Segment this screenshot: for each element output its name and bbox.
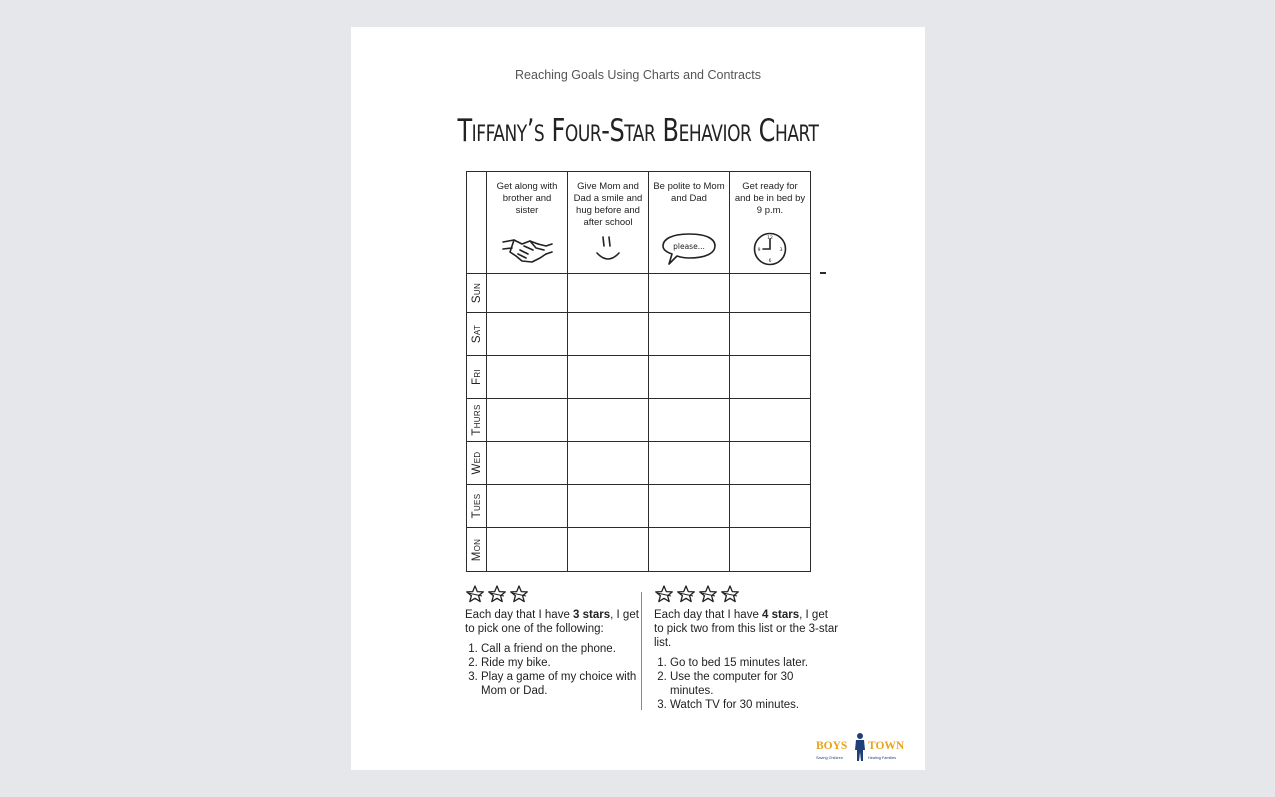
star-cell bbox=[730, 274, 811, 313]
star-icon bbox=[509, 584, 529, 604]
star-cell bbox=[730, 313, 811, 356]
star-cell bbox=[568, 356, 649, 399]
intro-bold-text: 3 stars bbox=[573, 609, 611, 621]
day-label: Wed bbox=[470, 451, 483, 475]
star-cell bbox=[487, 528, 568, 572]
day-label-cell bbox=[467, 399, 487, 442]
intro-bold-text: 4 stars bbox=[762, 609, 800, 621]
day-rows bbox=[467, 274, 811, 572]
star-cell bbox=[487, 442, 568, 485]
star-icon bbox=[654, 584, 674, 604]
star-cell bbox=[730, 485, 811, 528]
star-cell bbox=[487, 356, 568, 399]
intro-text: , I get to pick two from this list or the 3-star list. bbox=[654, 609, 839, 649]
logo-tagline-right: Healing Families bbox=[868, 756, 897, 760]
day-label: Sat bbox=[470, 324, 483, 344]
document-page bbox=[351, 27, 925, 770]
star-cell bbox=[649, 356, 730, 399]
star-cell bbox=[568, 528, 649, 572]
list-item: 1. Call a friend on the phone. bbox=[481, 642, 640, 656]
day-row bbox=[467, 528, 811, 572]
running-head: Reaching Goals Using Charts and Contracts bbox=[515, 68, 761, 82]
star-icon bbox=[465, 584, 485, 604]
logo-name-right: TOWN bbox=[868, 740, 905, 752]
star-icon bbox=[676, 584, 696, 604]
column-header-smile-hug bbox=[568, 172, 649, 274]
day-label: Fri bbox=[470, 369, 483, 385]
list-item: 1. Go to bed 15 minutes later. bbox=[670, 656, 839, 670]
chart-title: Tiffany’s Four-Star Behavior Chart bbox=[457, 113, 819, 149]
star-cell bbox=[568, 442, 649, 485]
star-cell bbox=[568, 485, 649, 528]
star-cell bbox=[649, 442, 730, 485]
logo-name-left: BOYS bbox=[816, 740, 848, 752]
day-label-cell bbox=[467, 356, 487, 399]
list-item: 2. Use the computer for 30 minutes. bbox=[670, 670, 839, 698]
three-star-rating bbox=[465, 584, 640, 604]
svg-text:9: 9 bbox=[757, 248, 761, 253]
list-item: 2. Ride my bike. bbox=[481, 656, 640, 670]
svg-text:3: 3 bbox=[779, 248, 783, 253]
column-divider bbox=[641, 592, 642, 710]
column-header-text: Get along with brother and sister bbox=[496, 181, 558, 216]
column-header-be-polite bbox=[649, 172, 730, 274]
column-header-text: Get ready for and be in bed by 9 p.m. bbox=[734, 181, 806, 216]
handshake-icon bbox=[487, 230, 567, 268]
four-star-rewards bbox=[654, 584, 839, 712]
four-star-list bbox=[654, 656, 839, 712]
column-header-bedtime bbox=[730, 172, 811, 274]
day-row bbox=[467, 274, 811, 313]
header-corner-cell bbox=[467, 172, 487, 274]
day-label-cell bbox=[467, 528, 487, 572]
speech-bubble-icon bbox=[649, 230, 729, 268]
boys-town-logo bbox=[816, 732, 914, 762]
star-cell bbox=[649, 399, 730, 442]
list-item: 3. Play a game of my choice with Mom or Dad. bbox=[481, 670, 640, 698]
day-label: Mon bbox=[470, 538, 483, 561]
star-cell bbox=[487, 274, 568, 313]
day-row bbox=[467, 485, 811, 528]
day-row bbox=[467, 442, 811, 485]
star-cell bbox=[649, 313, 730, 356]
day-label-cell bbox=[467, 274, 487, 313]
star-cell bbox=[487, 313, 568, 356]
svg-text:6: 6 bbox=[768, 259, 772, 264]
behavior-chart-table bbox=[466, 171, 811, 572]
header-row bbox=[467, 172, 811, 274]
day-label: Thurs bbox=[470, 404, 483, 436]
logo-tagline-left: Saving Children bbox=[816, 756, 843, 760]
intro-text: Each day that I have bbox=[654, 609, 763, 621]
day-row bbox=[467, 356, 811, 399]
day-label-cell bbox=[467, 485, 487, 528]
three-star-intro bbox=[465, 608, 640, 636]
star-cell bbox=[649, 274, 730, 313]
star-cell bbox=[730, 442, 811, 485]
star-cell bbox=[487, 399, 568, 442]
star-cell bbox=[730, 399, 811, 442]
intro-text: Each day that I have bbox=[465, 609, 574, 621]
day-label: Tues bbox=[470, 493, 483, 519]
day-label-cell bbox=[467, 442, 487, 485]
three-star-rewards bbox=[465, 584, 640, 698]
four-star-intro bbox=[654, 608, 839, 650]
star-cell bbox=[568, 399, 649, 442]
star-cell bbox=[568, 313, 649, 356]
star-cell bbox=[649, 485, 730, 528]
column-header-text: Give Mom and Dad a smile and hug before and after school bbox=[573, 181, 643, 228]
star-icon bbox=[698, 584, 718, 604]
three-star-list bbox=[465, 642, 640, 698]
day-label-cell bbox=[467, 313, 487, 356]
star-cell bbox=[487, 485, 568, 528]
intro-text: , I get to pick one of the following: bbox=[465, 609, 639, 635]
day-row bbox=[467, 313, 811, 356]
clock-icon bbox=[730, 230, 810, 268]
column-header-get-along bbox=[487, 172, 568, 274]
smile-icon bbox=[568, 230, 648, 268]
star-cell bbox=[649, 528, 730, 572]
logo-figure-icon bbox=[853, 732, 867, 762]
bubble-text: please... bbox=[673, 242, 705, 251]
svg-text:12: 12 bbox=[767, 236, 773, 241]
star-cell bbox=[568, 274, 649, 313]
day-row bbox=[467, 399, 811, 442]
star-icon bbox=[487, 584, 507, 604]
day-label: Sun bbox=[470, 282, 483, 304]
list-item: 3. Watch TV for 30 minutes. bbox=[670, 698, 839, 712]
star-cell bbox=[730, 356, 811, 399]
table-edge-stub bbox=[820, 272, 826, 274]
four-star-rating bbox=[654, 584, 839, 604]
star-cell bbox=[730, 528, 811, 572]
column-header-text: Be polite to Mom and Dad bbox=[653, 181, 725, 204]
star-icon bbox=[720, 584, 740, 604]
